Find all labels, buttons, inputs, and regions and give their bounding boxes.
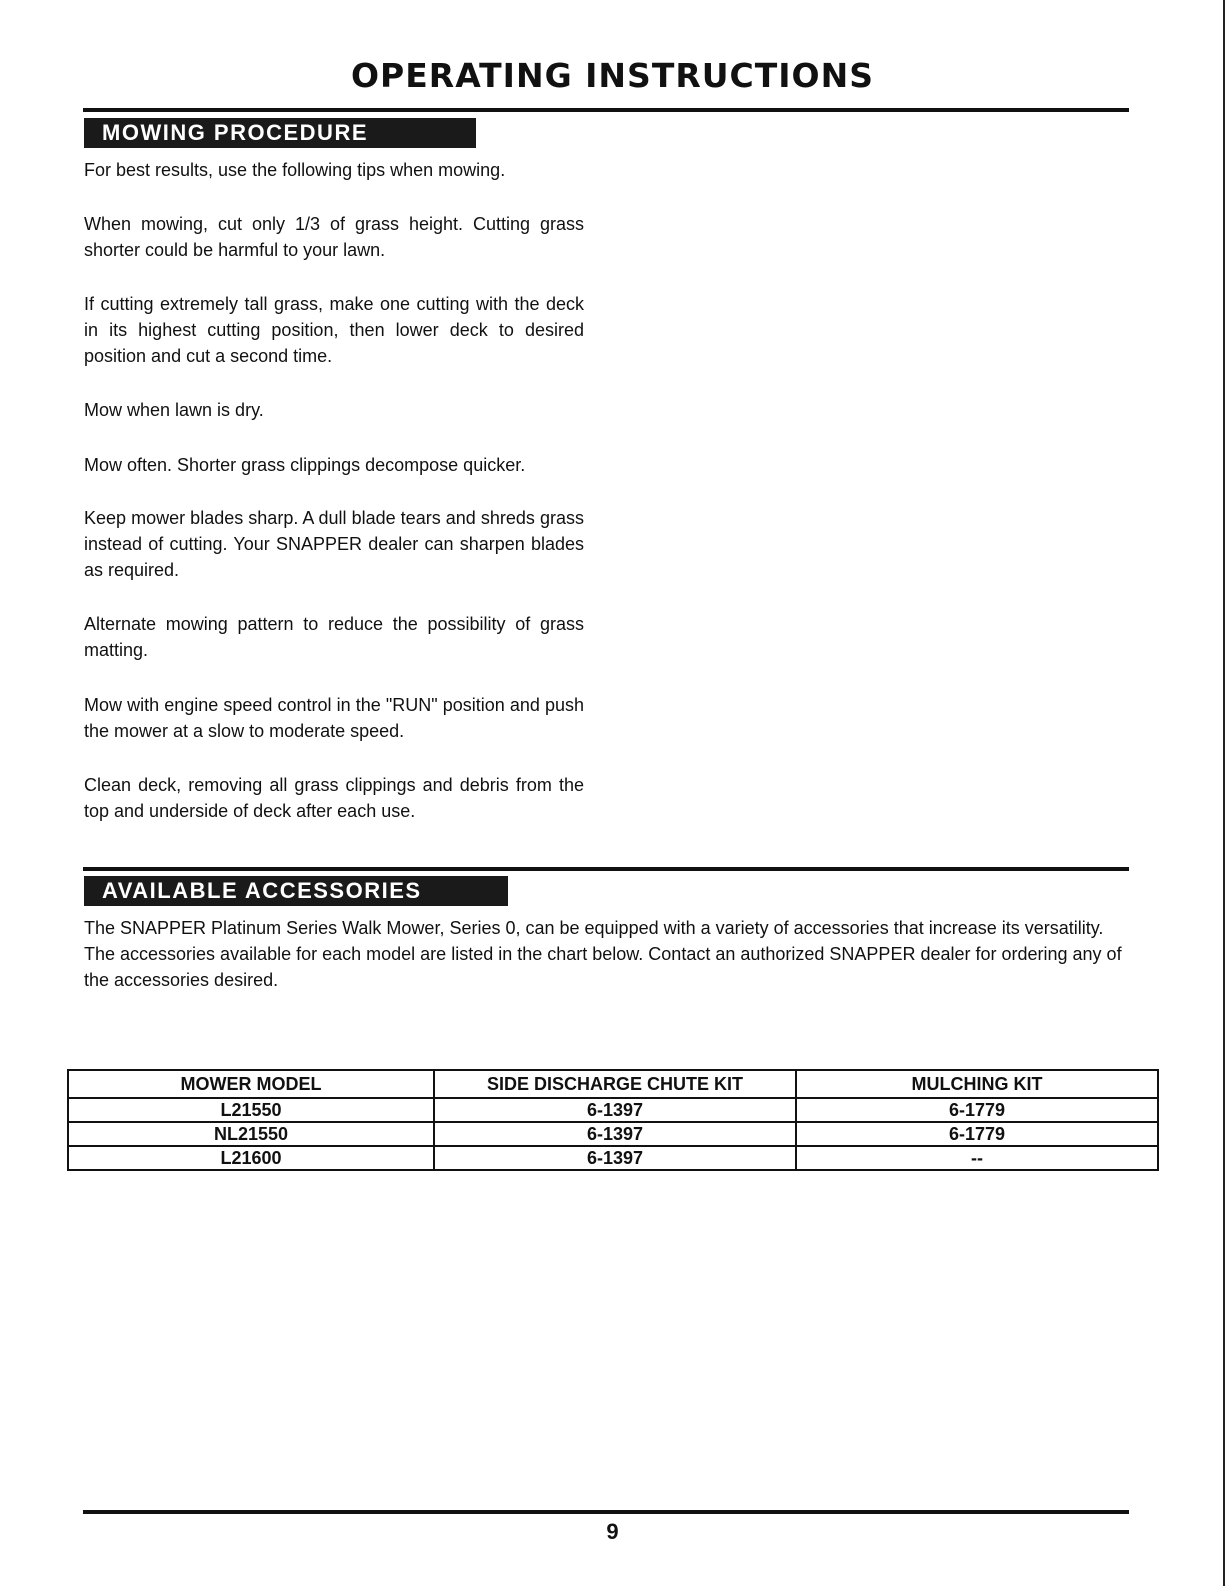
header-mulching-kit: MULCHING KIT <box>796 1070 1158 1098</box>
mowing-tip-engine-speed: Mow with engine speed control in the "RUN" position and push the mower at a slow to moderate speed. <box>84 695 584 741</box>
cell-chute-kit: 6-1397 <box>434 1146 796 1170</box>
mowing-tip-clean-deck: Clean deck, removing all grass clippings and debris from the top and underside of deck after each use. <box>84 775 584 821</box>
mowing-tip-mow-often: Mow often. Shorter grass clippings decompose quicker. <box>84 455 526 475</box>
mowing-tip-sharp-blades: Keep mower blades sharp. A dull blade tears and shreds grass instead of cutting. Your SNAPPER dealer can sharpen blades as required. <box>84 508 584 580</box>
mowing-tip-dry-lawn: Mow when lawn is dry. <box>84 400 264 420</box>
cell-model: L21550 <box>68 1098 434 1122</box>
mowing-procedure-heading: MOWING PROCEDURE <box>84 118 476 148</box>
cell-mulching-kit: 6-1779 <box>796 1122 1158 1146</box>
accessories-table <box>67 1069 1159 1171</box>
available-accessories-heading: AVAILABLE ACCESSORIES <box>84 876 508 906</box>
cell-chute-kit: 6-1397 <box>434 1098 796 1122</box>
cell-model: NL21550 <box>68 1122 434 1146</box>
title-divider <box>83 108 1129 112</box>
table-row <box>68 1098 1158 1122</box>
header-mower-model: MOWER MODEL <box>68 1070 434 1098</box>
mowing-tip-cut-height: When mowing, cut only 1/3 of grass height. Cutting grass shorter could be harmful to your lawn. <box>84 214 584 260</box>
cell-mulching-kit: -- <box>796 1146 1158 1170</box>
table-row <box>68 1146 1158 1170</box>
page-number: 9 <box>606 1519 619 1544</box>
mowing-tip-alternate-pattern: Alternate mowing pattern to reduce the possibility of grass matting. <box>84 614 584 660</box>
accessories-divider <box>83 867 1129 871</box>
table-header-row <box>68 1070 1158 1098</box>
cell-model: L21600 <box>68 1146 434 1170</box>
cell-chute-kit: 6-1397 <box>434 1122 796 1146</box>
footer-divider <box>83 1510 1129 1514</box>
accessories-intro: The SNAPPER Platinum Series Walk Mower, Series 0, can be equipped with a variety of accessories that increase its versatility. The accessories available for each model are listed in the chart below. Contact an authorized SNAPPER dealer for ordering any of the accessories desired. <box>84 918 1122 990</box>
table-row <box>68 1122 1158 1146</box>
header-side-discharge-chute-kit: SIDE DISCHARGE CHUTE KIT <box>434 1070 796 1098</box>
mowing-tip-intro: For best results, use the following tips when mowing. <box>84 160 506 180</box>
page-title: OPERATING INSTRUCTIONS <box>351 56 874 95</box>
mowing-tip-tall-grass: If cutting extremely tall grass, make one cutting with the deck in its highest cutting position, then lower deck to desired position and cut a second time. <box>84 294 584 366</box>
cell-mulching-kit: 6-1779 <box>796 1098 1158 1122</box>
